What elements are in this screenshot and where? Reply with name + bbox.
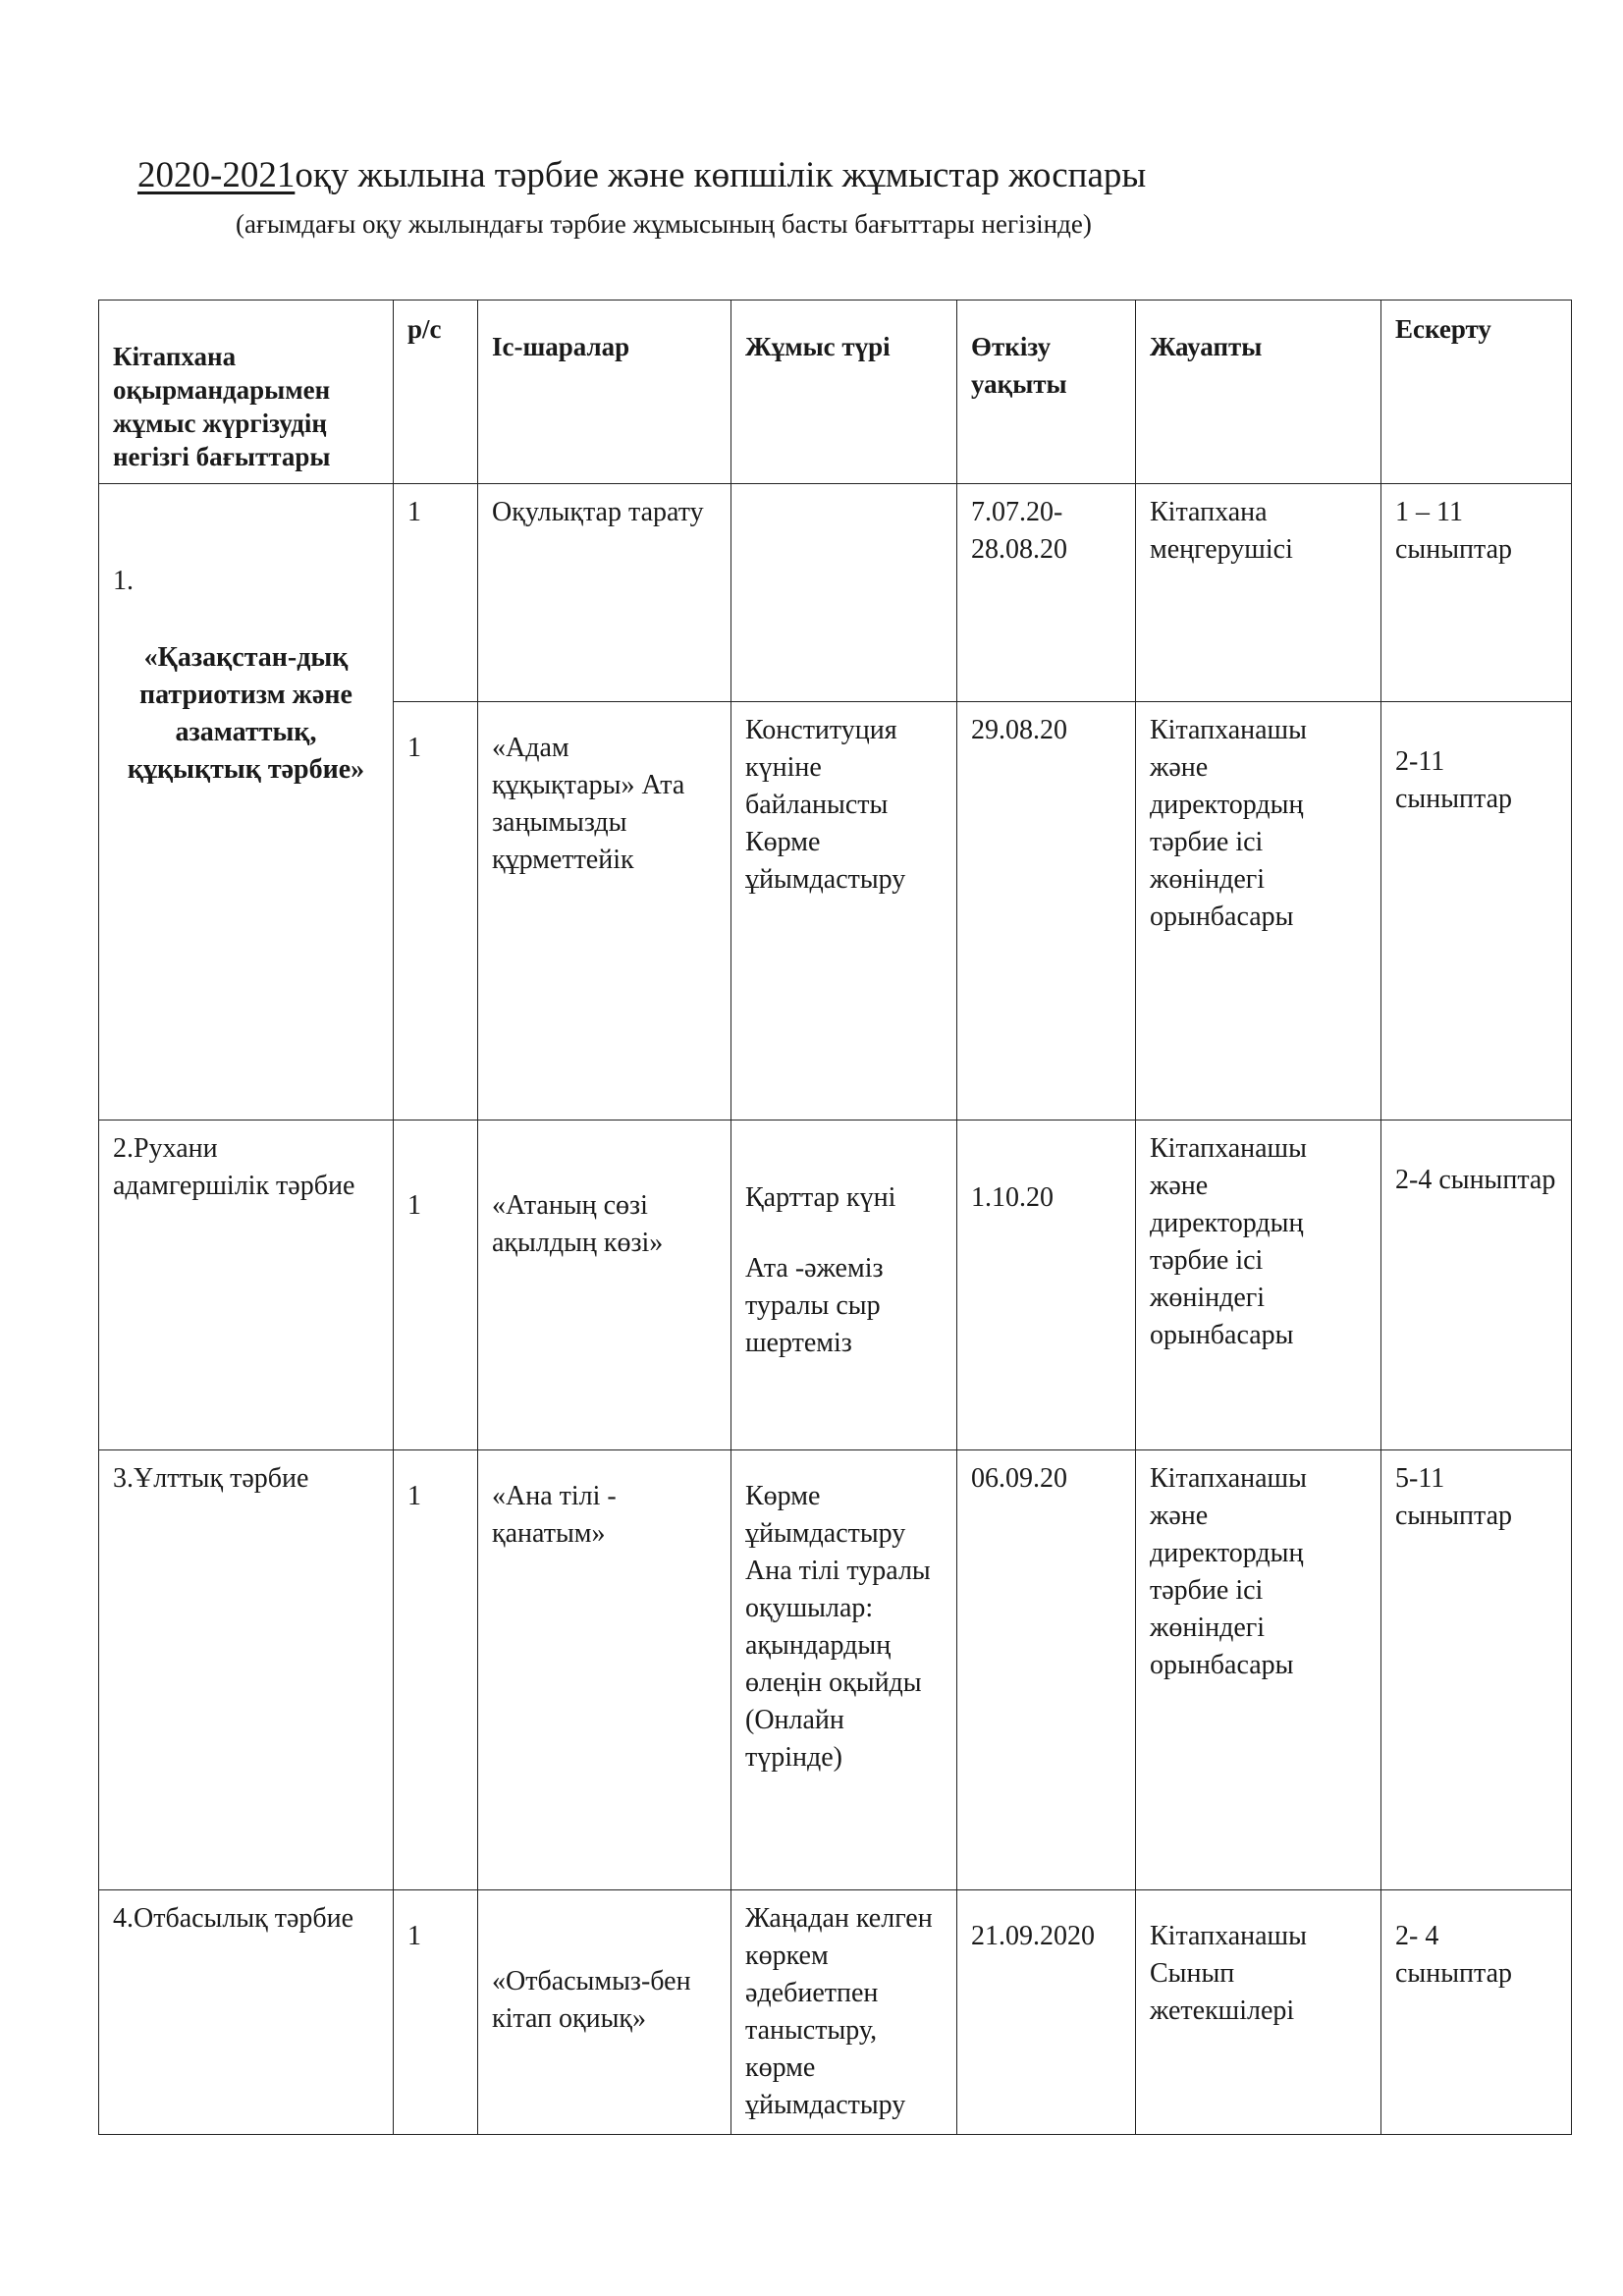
- table-header-row: [99, 301, 1572, 484]
- cell-event: Оқулықтар тарату: [478, 484, 731, 702]
- cell-note-value: 2-11 сыныптар: [1395, 746, 1513, 814]
- header-time: [957, 301, 1136, 484]
- cell-work-type-value: Көрме ұйымдастыру Ана тілі туралы оқушылар: ақындардың өлеңін оқыйды (Онлайн түрінде): [745, 1481, 931, 1773]
- header-work-type-label: Жұмыс түрі: [745, 332, 891, 361]
- table-row: [99, 1450, 1572, 1890]
- table-row: [99, 1121, 1572, 1450]
- header-note: [1381, 301, 1572, 484]
- cell-note: [1381, 702, 1572, 1121]
- direction-cell-4: 4.Отбасылық тәрбие: [99, 1890, 394, 2135]
- cell-num-value: 1: [407, 1921, 421, 1951]
- cell-event-value: «Атаның сөзі ақылдың көзі»: [492, 1190, 664, 1258]
- cell-responsible: [1136, 1890, 1381, 2135]
- header-direction: Кітапхана оқырмандарымен жұмыс жүргізудің негізгі бағыттары: [99, 301, 394, 484]
- cell-work-type: [731, 1121, 957, 1450]
- direction-cell-2: 2.Рухани адамгершілік тәрбие: [99, 1121, 394, 1450]
- page-subtitle: (ағымдағы оқу жылындағы тәрбие жұмысының басты бағыттары негізінде): [236, 209, 1092, 239]
- header-responsible-label: Жауапты: [1150, 332, 1263, 361]
- plan-table: [98, 300, 1572, 2135]
- header-event-label: Іс-шаралар: [492, 332, 630, 361]
- title-text: оқу жылына тәрбие және көпшілік жұмыстар жоспары: [295, 155, 1147, 195]
- cell-num-value: 1: [407, 1481, 421, 1511]
- cell-num: [394, 1890, 478, 2135]
- cell-time: [957, 1121, 1136, 1450]
- title-year: 2020-2021: [137, 155, 296, 195]
- header-time-label: Өткізу уақыты: [971, 332, 1067, 399]
- cell-responsible: Кітапханашы және директордың тәрбие ісі жөніндегі орынбасары: [1136, 1450, 1381, 1890]
- cell-responsible: Кітапханашы және директордың тәрбие ісі жөніндегі орынбасары: [1136, 1121, 1381, 1450]
- cell-event: [478, 702, 731, 1121]
- cell-time: 7.07.20-28.08.20: [957, 484, 1136, 702]
- cell-event-value: «Отбасымыз-бен кітап оқиық»: [492, 1966, 691, 2034]
- cell-time-value: 21.09.2020: [971, 1921, 1095, 1951]
- cell-time: 29.08.20: [957, 702, 1136, 1121]
- cell-num-value: 1: [407, 733, 421, 763]
- cell-note-value: 2- 4 сыныптар: [1395, 1921, 1513, 1989]
- cell-num: [394, 702, 478, 1121]
- header-note-label: Ескерту: [1395, 314, 1491, 344]
- cell-time-value: 1.10.20: [971, 1182, 1054, 1213]
- cell-event: [478, 1890, 731, 2135]
- cell-note: 5-11 сыныптар: [1381, 1450, 1572, 1890]
- cell-note: [1381, 1890, 1572, 2135]
- cell-note: 1 – 11 сыныптар: [1381, 484, 1572, 702]
- cell-responsible: Кітапхана меңгерушісі: [1136, 484, 1381, 702]
- cell-num: [394, 1450, 478, 1890]
- table-row: [99, 484, 1572, 702]
- cell-note: [1381, 1121, 1572, 1450]
- cell-event: [478, 1450, 731, 1890]
- cell-work-type: Конституция күніне байланысты Көрме ұйымдастыру: [731, 702, 957, 1121]
- header-work-type: [731, 301, 957, 484]
- cell-work-type-value-1: Қарттар күні: [745, 1182, 896, 1213]
- cell-note-value: 2-4 сыныптар: [1395, 1165, 1556, 1195]
- direction-cell-1: [99, 484, 394, 1121]
- cell-num-value: 1: [407, 1190, 421, 1221]
- direction-cell-3: 3.Ұлттық тәрбие: [99, 1450, 394, 1890]
- cell-time: 06.09.20: [957, 1450, 1136, 1890]
- cell-event-value: «Ана тілі - қанатым»: [492, 1481, 617, 1549]
- header-event: [478, 301, 731, 484]
- table-row: [99, 1890, 1572, 2135]
- cell-event-value: «Адам құқықтары» Ата заңымызды құрметтейік: [492, 733, 685, 875]
- direction-number: 1.: [113, 566, 134, 596]
- cell-event: [478, 1121, 731, 1450]
- cell-responsible-value: Кітапханашы Сынып жетекшілері: [1150, 1921, 1307, 2026]
- cell-num: [394, 1121, 478, 1450]
- cell-time: [957, 1890, 1136, 2135]
- cell-responsible: Кітапханашы және директордың тәрбие ісі жөніндегі орынбасары: [1136, 702, 1381, 1121]
- header-responsible: [1136, 301, 1381, 484]
- direction-label: «Қазақстан-дық патриотизм және азаматтық, құқықтық тәрбие»: [127, 642, 365, 785]
- cell-num: 1: [394, 484, 478, 702]
- cell-work-type: Жаңадан келген көркем әдебиетпен таныстыру, көрме ұйымдастыру: [731, 1890, 957, 2135]
- header-num: р/с: [394, 301, 478, 484]
- cell-work-type: [731, 484, 957, 702]
- cell-work-type-value-2: Ата -әжеміз туралы сыр шертеміз: [745, 1253, 884, 1358]
- cell-work-type: [731, 1450, 957, 1890]
- page-title: [137, 152, 1414, 199]
